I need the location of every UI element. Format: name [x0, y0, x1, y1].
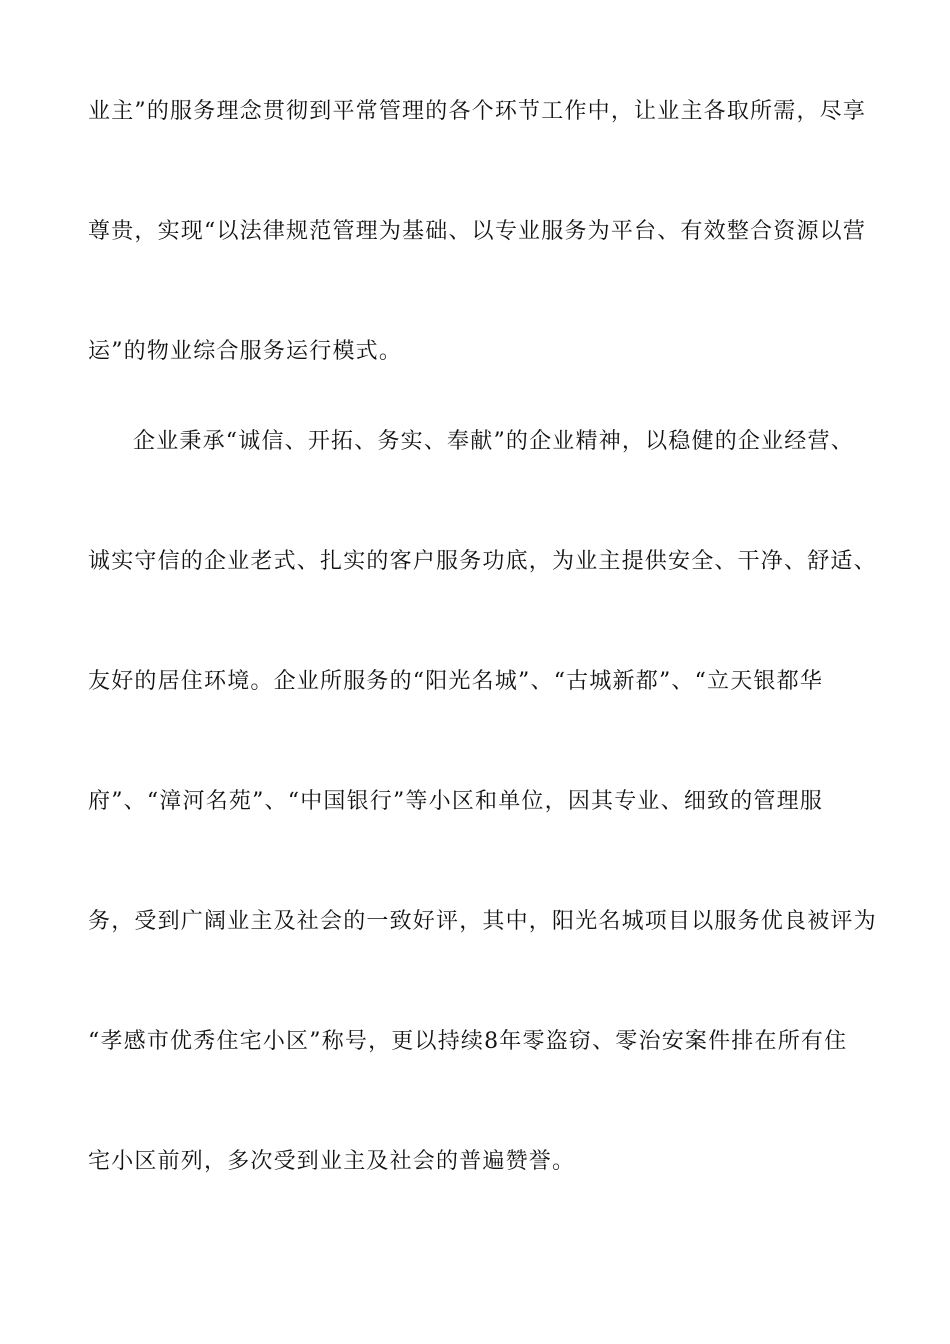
text-line: 府”、“漳河名苑”、“中国银行”等小区和单位，因其专业、细致的管理服 — [88, 789, 824, 814]
text-line: 务，受到广阔业主及社会的一致好评，其中，阳光名城项目以服务优良被评为 — [88, 909, 877, 934]
text-line: 运”的物业综合服务运行模式。 — [88, 339, 403, 364]
text-line: 业主”的服务理念贯彻到平常管理的各个环节工作中，让业主各取所需，尽享 — [88, 99, 867, 124]
text-line: 宅小区前列，多次受到业主及社会的普遍赞誉。 — [88, 1149, 576, 1174]
text-line: 企业秉承“诚信、开拓、务实、奉献”的企业精神，以稳健的企业经营、 — [133, 429, 854, 454]
text-line: 友好的居住环境。企业所服务的“阳光名城”、“古城新都”、“立天银都华 — [88, 669, 824, 694]
text-line: 诚实守信的企业老式、扎实的客户服务功底，为业主提供安全、干净、舒适、 — [88, 549, 877, 574]
text-line: “孝感市优秀住宅小区”称号，更以持续8年零盗窃、零治安案件排在所有住 — [88, 1029, 848, 1054]
text-line: 尊贵，实现“以法律规范管理为基础、以专业服务为平台、有效整合资源以营 — [88, 219, 867, 244]
